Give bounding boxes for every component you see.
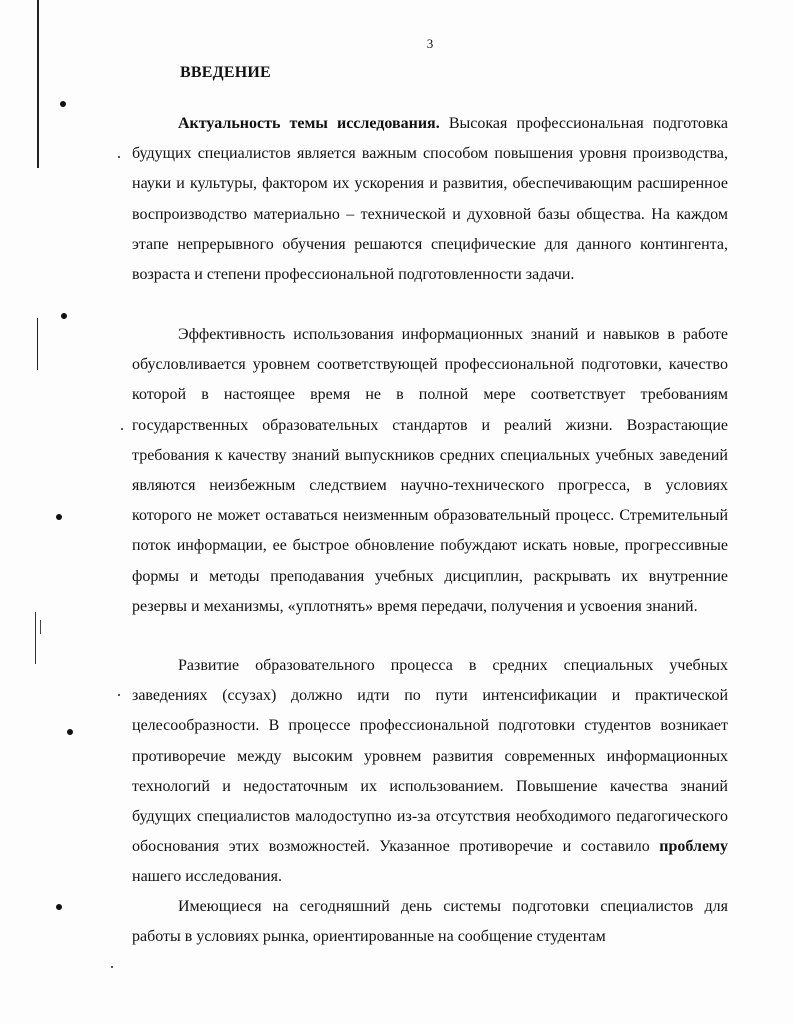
paragraph-systems	[132, 892, 728, 952]
scan-margin-line	[37, 0, 39, 168]
paragraph-text: нашего исследования.	[132, 868, 282, 886]
binding-hole-mark	[61, 313, 67, 319]
paragraph-effectiveness	[132, 320, 728, 622]
paragraph-relevance	[132, 109, 728, 290]
paragraph-text: Развитие образовательного процесса в средних специальных учебных заведениях (ссузах) должно идти по пути интенсификации и практической целесообразности. В процессе профессиональной подготовки студентов возникает противоречие между высоким уровнем развития современных информационных технологий и недостаточным их использованием. Повышение качества знаний будущих специалистов малодоступно из-за отсутствия необходимого педагогического обоснования этих возможностей. Указанное противоречие и составило	[132, 657, 728, 856]
paragraph-text: Высокая профессиональная подготовка будущих специалистов является важным способом повышения уровня производства, науки и культуры, фактором их ускорения и развития, обеспечивающим расширенное воспроизводство материально – технической и духовной базы общества. На каждом этапе непрерывного обучения решаются специфические для данного контингента, возраста и степени профессиональной подготовленности задачи.	[132, 115, 729, 284]
page-number: 3	[426, 36, 434, 51]
section-heading: ВВЕДЕНИЕ	[180, 64, 271, 81]
binding-hole-mark	[60, 101, 66, 107]
binding-hole-mark	[56, 514, 62, 520]
scan-speck	[111, 966, 113, 968]
paragraph-problem	[132, 651, 728, 893]
paragraph-lead: Актуальность темы исследования.	[178, 115, 440, 132]
scan-margin-line-lower	[37, 318, 38, 370]
binding-hole-mark	[56, 904, 62, 910]
scan-speck	[118, 694, 120, 696]
paragraph-text: Имеющиеся на сегодняшний день системы подготовки специалистов для работы в условиях рынка, ориентированные на сообщение студентам	[132, 898, 728, 946]
scan-scribble	[35, 612, 42, 664]
scan-speck	[121, 428, 123, 430]
binding-hole-mark	[67, 729, 73, 735]
paragraph-text: Эффективность использования информационных знаний и навыков в работе обусловливается уровнем соответствующей профессиональной подготовки, качество которой в настоящее время не в полной мере соответствует требованиям государственных образовательных стандартов и реалий жизни. Возрастающие требования к качеству знаний выпускников средних специальных учебных заведений являются неизбежным следствием научно-технического прогресса, в условиях которого не может оставаться неизменным образовательный процесс. Стремительный поток информации, ее быстрое обновление побуждают искать новые, прогрессивные формы и методы преподавания учебных дисциплин, раскрывать их внутренние резервы и механизмы, «уплотнять» время передачи, получения и усвоения знаний.	[132, 326, 728, 615]
scan-speck	[118, 156, 120, 158]
problem-emphasis: проблему	[659, 838, 728, 856]
